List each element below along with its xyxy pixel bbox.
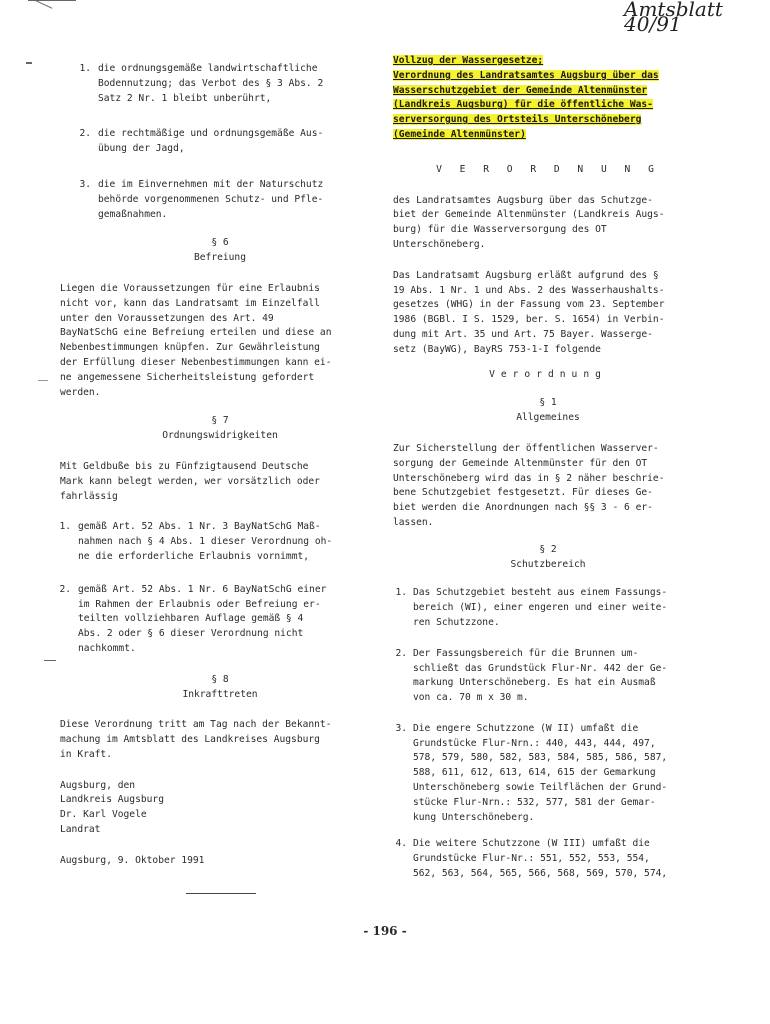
section-number: § 1 <box>539 397 557 409</box>
scan-artifact-diagonal <box>36 0 53 9</box>
list-item: 2. gemäß Art. 52 Abs. 1 Nr. 6 BayNatSchG einer im Rahmen der Erlaubnis oder Befreiung er- teilten vollziehbaren Auflage gemäß § 4 Abs. 2 oder § 6 dieser Verordnung nicht nachkommt. <box>59 583 327 654</box>
scan-artifact-left-1 <box>26 62 32 64</box>
ordinance-title: V E R O R D N U N G <box>436 163 660 175</box>
list-item: 3. die im Einvernehmen mit der Naturschutz behörde vorgenommenen Schutz- und Pfle- gemaßnahmen. <box>79 178 324 220</box>
list-item: 3. Die engere Schutzzone (W II) umfaßt die Grundstücke Flur-Nrn.: 440, 443, 444, 497, 578, 579, 580, 582, 583, 584, 585, 586, 587, 588, 611, 612, 613, 614, 615 der Gemarkung Unterschöneberg sowie Teilflächen der Grund- stücke Flur-Nrn.: 532, 577, 581 der Gemar- kung Unterschöneberg. <box>395 722 668 823</box>
section-title: Inkrafttreten <box>182 688 258 700</box>
left-column <box>60 40 380 869</box>
paragraph: Diese Verordnung tritt am Tag nach der Bekannt- machung im Amtsblatt des Landkreises Augsburg in Kraft. <box>60 719 332 760</box>
section-title: Ordnungswidrigkeiten <box>162 430 278 442</box>
section-number: § 7 <box>211 415 229 427</box>
ordinance-word: Verordnung <box>489 368 607 380</box>
page-number: - 196 - <box>363 924 407 938</box>
section-title: Allgemeines <box>516 412 580 424</box>
right-column <box>393 54 703 882</box>
scan-artifact-left-2 <box>38 380 48 381</box>
paragraph: Liegen die Voraussetzungen für eine Erlaubnis nicht vor, kann das Landratsamt im Einzelfall unter den Voraussetzungen des Art. 49 BayNatSchG eine Befreiung erteilen und diese an Nebenbestimmungen knüpfen. Zur Gewährleistung der Erfüllung dieser Nebenbestimmungen kann ei- ne angemessene Sicherheitsleistung gefordert werden. <box>60 282 332 398</box>
list-item: 1. Das Schutzgebiet besteht aus einem Fassungs- bereich (WI), einer engeren und einer weite- ren Schutzzone. <box>395 587 668 628</box>
handwritten-note: Amtsblatt 40/91 <box>624 0 723 36</box>
scan-artifact-left-3 <box>44 660 56 661</box>
list-item: 2. die rechtmäßige und ordnungsgemäße Aus- übung der Jagd, <box>79 128 324 155</box>
paragraph: Zur Sicherstellung der öffentlichen Wasserver- sorgung der Gemeinde Altenmünster für den OT Unterschöneberg wird das in § 2 näher beschrie- bene Schutzgebiet festgesetzt. Für dieses Ge- biet werden die Anordnungen nach §§ 3 - 6 er- lassen. <box>393 442 665 528</box>
section-number: § 8 <box>211 673 229 685</box>
list-item: 1. gemäß Art. 52 Abs. 1 Nr. 3 BayNatSchG Maß- nahmen nach § 4 Abs. 1 dieser Verordnung oh- ne die erforderliche Erlaubnis vornimmt, <box>59 521 333 562</box>
signature-block: Augsburg, den Landkreis Augsburg Dr. Karl Vogele Landrat <box>60 779 164 836</box>
paragraph: des Landratsamtes Augsburg über das Schutzge- biet der Gemeinde Altenmünster (Landkreis Augs- burg) für die Wasserversorgung des OT Unterschöneberg. <box>393 194 665 250</box>
section-title: Schutzbereich <box>510 558 586 570</box>
section-title: Befreiung <box>194 252 246 264</box>
section-number: § 6 <box>211 237 229 249</box>
issue-date: Augsburg, 9. Oktober 1991 <box>60 854 205 866</box>
paragraph: Mit Geldbuße bis zu Fünfzigtausend Deutsche Mark kann belegt werden, wer vorsätzlich oder fahrlässig <box>60 460 320 502</box>
list-item: 2. Der Fassungsbereich für die Brunnen um- schließt das Grundstück Flur-Nr. 442 der Ge- markung Unterschöneberg. Es hat ein Ausmaß von ca. 70 m x 30 m. <box>395 647 668 704</box>
signature-rule <box>186 893 256 894</box>
section-number: § 2 <box>539 543 557 555</box>
highlighted-heading: Vollzug der Wassergesetze; Verordnung des Landratsamtes Augsburg über das Wasserschutzgebiet der Gemeinde Altenmünster (Landkreis Augsburg) für die öffentliche Was- serversorgung des Ortsteils Unterschöneberg (Gemeinde Altenmünster) <box>393 55 659 140</box>
paragraph: Das Landratsamt Augsburg erläßt aufgrund des § 19 Abs. 1 Nr. 1 und Abs. 2 des Wasserhaushalts- gesetzes (WHG) in der Fassung vom 23. September 1986 (BGBl. I S. 1529, ber. S. 1654) in Verbin- dung mit Art. 35 und Art. 75 Bayer. Wasserge- setz (BayWG), BayRS 753-1-I folgende <box>393 269 665 355</box>
list-item: 4. Die weitere Schutzzone (W III) umfaßt die Grundstücke Flur-Nr.: 551, 552, 553, 554, 562, 563, 564, 565, 566, 568, 569, 570, 574, <box>395 838 668 880</box>
list-item: 1. die ordnungsgemäße landwirtschaftliche Bodennutzung; das Verbot des § 3 Abs. 2 Satz 2 Nr. 1 bleibt unberührt, <box>79 63 324 104</box>
